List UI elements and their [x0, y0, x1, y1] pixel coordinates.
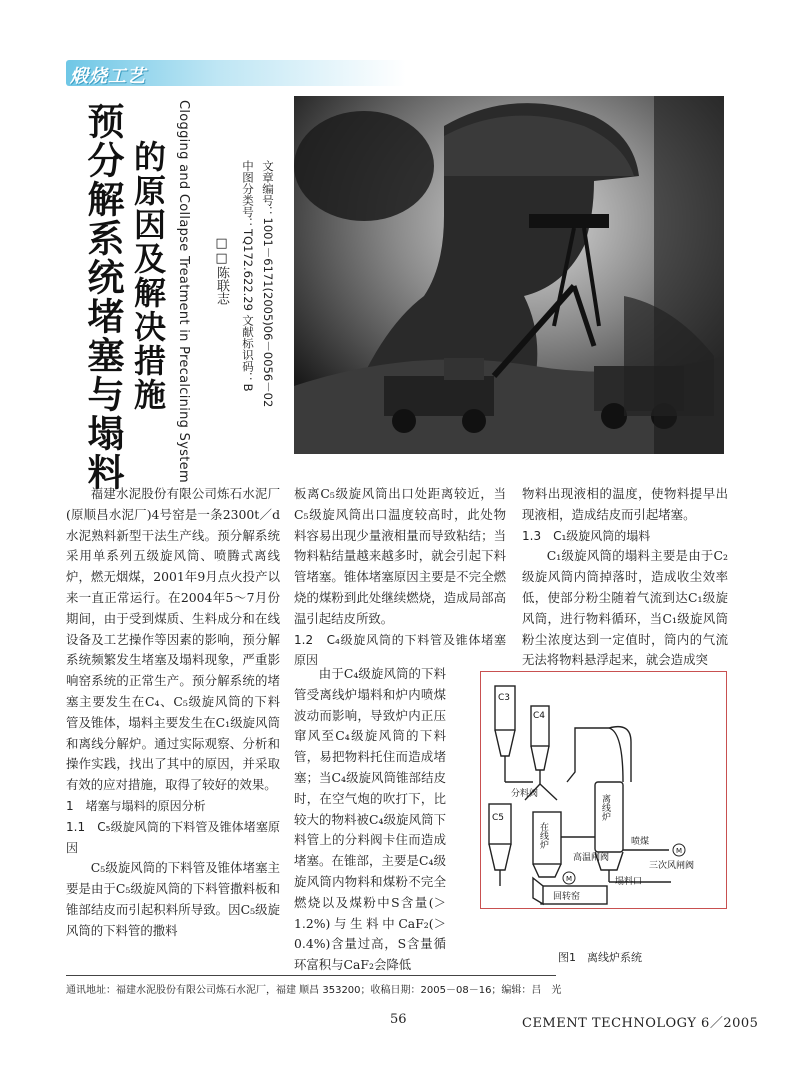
footnote-divider	[66, 975, 556, 976]
section-tag	[66, 60, 406, 86]
article-title-line2: 的原因及解决措施	[129, 140, 167, 412]
paragraph: 物料出现液相的温度，使物料提早出现液相，造成结皮而引起堵塞。	[522, 486, 728, 522]
svg-text:C5: C5	[492, 813, 505, 823]
classification-number: 中图分类号：TQ172.622.29 文献标识码：B	[241, 160, 255, 392]
article-title-line1: 预分解系统堵塞与塌料	[81, 102, 124, 492]
article-number: 文章编号：1001－6171(2005)06－0056－02	[261, 160, 275, 408]
paragraph: C₁级旋风筒的塌料主要是由于C₂级旋风筒内筒掉落时，造成收尘效率低，使部分粉尘随着气流到达C₁级旋风筒，进行物料循环，当C₁级旋风筒粉尘浓度达到一定值时，筒内的气流无法将物料悬浮起来，就会造成突	[522, 548, 728, 668]
c5-cyclone-body	[489, 804, 511, 844]
svg-text:高温闸阀: 高温闸阀	[573, 853, 610, 863]
svg-text:三次风闸阀: 三次风闸阀	[649, 861, 695, 871]
figure-caption: 图1 离线炉系统	[558, 951, 642, 964]
svg-text:回转窑: 回转窑	[553, 892, 581, 902]
footnote: 通讯地址：福建水泥股份有限公司炼石水泥厂，福建 顺昌 353200；收稿日期：2005－08－16；编辑：吕 光	[66, 985, 562, 996]
subsection-heading: 1.3 C₁级旋风筒的塌料	[522, 528, 651, 543]
section-tag-label: 煅烧工艺	[70, 66, 146, 87]
figure-offline-calciner-diagram	[480, 671, 727, 909]
svg-text:C3: C3	[498, 693, 511, 703]
photo-collage-image	[294, 96, 724, 454]
svg-text:M: M	[566, 875, 573, 883]
svg-text:M: M	[676, 847, 683, 855]
subsection-heading: 1.2 C₄级旋风筒的下料管及锥体堵塞原因	[294, 632, 506, 668]
svg-text:在线炉: 在线炉	[538, 822, 548, 849]
calciner-diagram	[481, 672, 726, 908]
paragraph: 福建水泥股份有限公司炼石水泥厂(原顺昌水泥厂)4号窑是一条2300t／d水泥熟料新型干法生产线。预分解系统采用单系列五级旋风筒、喷腾式离线炉，燃无烟煤，2001年9月点火投产以来一直正常运行。在2004年5～7月份期间，由于受到煤质、生料成分和在线设备及工艺操作等因素的影响，预分解系统频繁发生堵塞及塌料现象，严重影响窑系统的正常生产。预分解系统的堵塞主要发生在C₄、C₅级旋风筒的下料管及锥体，塌料主要发生在C₁级旋风筒和离线分解炉。通过实际观察、分析和操作实践，找出了其中的原因，并采取有效的应对措施，取得了较好的效果。	[66, 486, 280, 793]
svg-text:离线炉: 离线炉	[600, 794, 610, 821]
paragraph: C₅级旋风筒的下料管及锥体堵塞主要是由于C₅级旋风筒的下料管撒料板和锥部结皮而引起积料所导致。因C₅级旋风筒的下料管的撒料	[66, 860, 280, 938]
text-column-3	[522, 484, 728, 671]
page-number: 56	[390, 1012, 407, 1027]
section-heading: 1 堵塞与塌料的原因分析	[66, 798, 206, 813]
article-subtitle-english: Clogging and Collapse Treatment in Precalcining System	[176, 100, 191, 483]
subsection-heading: 1.1 C₅级旋风筒的下料管及锥体堵塞原因	[66, 819, 280, 855]
svg-text:分料阀: 分料阀	[511, 789, 539, 799]
svg-text:C4: C4	[533, 711, 546, 721]
text-column-2-narrow	[294, 664, 446, 976]
text-column-1	[66, 484, 280, 942]
text-column-2	[294, 484, 506, 671]
svg-text:塌料口: 塌料口	[615, 877, 643, 887]
paragraph: 板离C₅级旋风筒出口处距离较近，当C₅级旋风筒出口温度较高时，此处物料容易出现少量液相量而导致粘结；当物料粘结量越来越多时，就会引起下料管堵塞。锥体堵塞原因主要是不完全燃烧的煤粉到此处继续燃烧，造成局部高温引起结皮所致。	[294, 486, 506, 626]
header-photo	[294, 96, 724, 454]
author-name: □□陈联志	[214, 236, 229, 305]
journal-name: CEMENT TECHNOLOGY 6／2005	[522, 1016, 759, 1031]
paragraph: 由于C₄级旋风筒的下料管受离线炉塌料和炉内喷煤波动而影响，导致炉内正压窜风至C₄级旋风筒的下料管，易把物料托住而造成堵塞；当C₄级旋风筒锥部结皮时，在空气炮的吹打下，比较大的物料被C₄级旋风筒下料管上的分料阀卡住而造成堵塞。在锥部，主要是C₄级旋风筒内物料和煤粉不完全燃烧以及煤粉中S含量(＞1.2%)与生料中CaF₂(＞0.4%)含量过高，S含量循环富积与CaF₂会降低	[294, 666, 446, 973]
svg-text:喷煤: 喷煤	[631, 837, 650, 847]
